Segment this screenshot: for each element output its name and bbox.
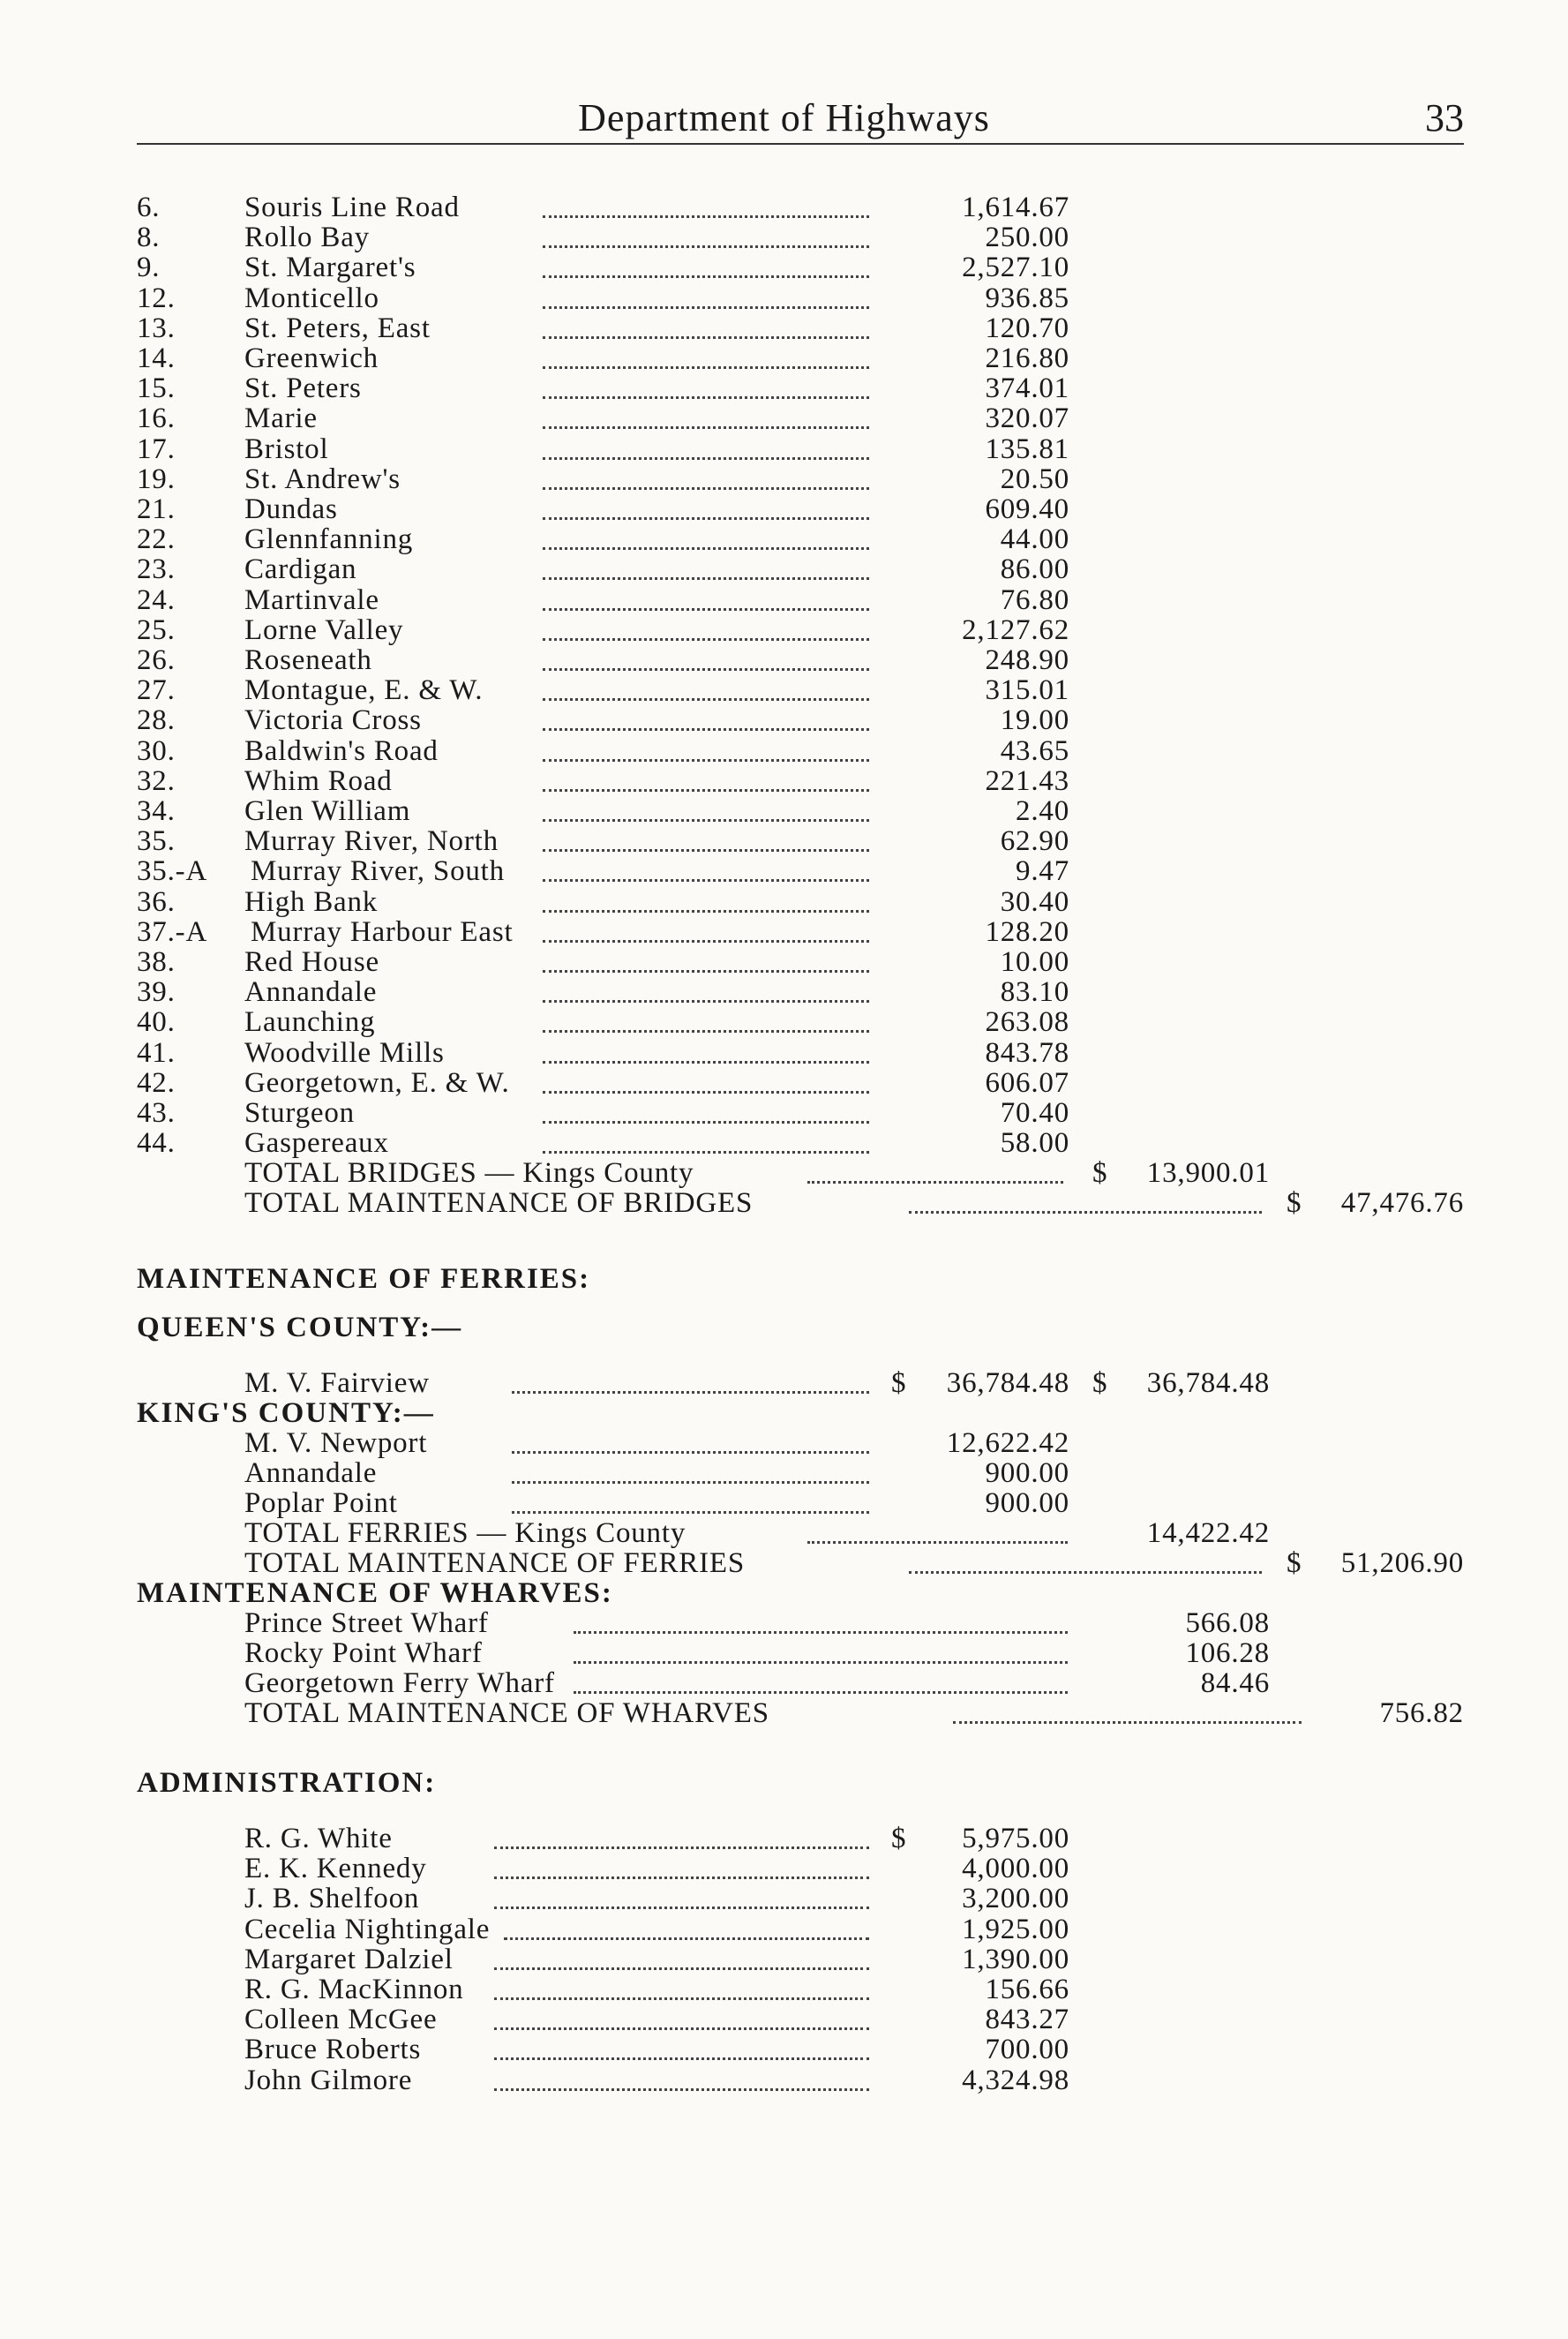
dot-leader	[512, 1391, 869, 1394]
header-divider	[137, 143, 1464, 145]
bridge-amount: 216.80	[985, 342, 1069, 374]
bridge-row	[0, 192, 1568, 222]
dot-leader	[543, 336, 869, 339]
bridge-row	[0, 826, 1568, 856]
dot-leader	[543, 245, 869, 248]
bridge-name: St. Peters	[244, 372, 362, 404]
bridge-row	[0, 766, 1568, 796]
bridge-name: Glen William	[244, 795, 411, 827]
bridge-amount: 10.00	[1000, 946, 1069, 978]
dollar-sign: $	[1287, 1547, 1302, 1579]
bridge-number: 23.	[137, 553, 176, 585]
bridge-row	[0, 434, 1568, 464]
admin-amount: 4,000.00	[962, 1853, 1069, 1885]
bridges-kings-total-row	[0, 1158, 1568, 1188]
bridge-row	[0, 554, 1568, 584]
admin-name: Colleen McGee	[244, 2004, 438, 2036]
dot-leader	[543, 668, 869, 671]
bridge-amount: 221.43	[985, 765, 1069, 797]
bridge-number: 9.	[137, 252, 161, 283]
bridge-row	[0, 252, 1568, 282]
dot-leader	[543, 819, 869, 822]
bridge-number: 40.	[137, 1006, 176, 1038]
bridge-number: 16.	[137, 402, 176, 434]
dot-leader	[543, 849, 869, 852]
bridge-number: 35.	[137, 825, 176, 857]
wharf-amount: 84.46	[1200, 1667, 1270, 1699]
bridge-amount: 843.78	[985, 1037, 1069, 1069]
bridge-name: St. Andrew's	[244, 463, 401, 495]
bridge-row	[0, 675, 1568, 705]
bridge-name: Murray River, North	[244, 825, 499, 857]
bridge-amount: 76.80	[1000, 584, 1069, 616]
wharf-row	[0, 1638, 1568, 1668]
bridge-name: Souris Line Road	[244, 192, 460, 223]
admin-row	[0, 1974, 1568, 2004]
dot-leader	[504, 1937, 869, 1940]
bridge-name: Greenwich	[244, 342, 379, 374]
bridge-row	[0, 464, 1568, 494]
bridges-maint-total-amount: 47,476.76	[1340, 1187, 1464, 1219]
bridge-name: Montague, E. & W.	[244, 674, 484, 706]
dot-leader	[494, 2027, 869, 2030]
admin-row	[0, 1884, 1568, 1914]
ferries-maint-total-amount: 51,206.90	[1340, 1547, 1464, 1579]
ferry-row	[0, 1368, 1568, 1398]
bridge-number: 21.	[137, 493, 176, 525]
bridge-amount: 120.70	[985, 312, 1069, 344]
dollar-sign: $	[891, 1367, 907, 1399]
wharf-name: Rocky Point Wharf	[244, 1637, 483, 1669]
bridge-row	[0, 1098, 1568, 1128]
bridge-amount: 248.90	[985, 644, 1069, 676]
dot-leader	[494, 1997, 869, 2000]
bridge-number: 26.	[137, 644, 176, 676]
bridge-name: Martinvale	[244, 584, 379, 616]
ferries-maint-total-row	[0, 1548, 1568, 1578]
bridge-amount: 2,527.10	[962, 252, 1069, 283]
bridge-name: Whim Road	[244, 765, 393, 797]
ferry-amount: 900.00	[985, 1487, 1069, 1519]
bridge-name: Roseneath	[244, 644, 372, 676]
admin-amount: 3,200.00	[962, 1883, 1069, 1915]
dot-leader	[543, 728, 869, 731]
ferries-heading: MAINTENANCE OF FERRIES:	[137, 1263, 591, 1295]
bridge-number: 44.	[137, 1127, 176, 1159]
dot-leader	[543, 608, 869, 611]
bridge-number: 24.	[137, 584, 176, 616]
bridge-name: Rollo Bay	[244, 222, 370, 253]
admin-name: Cecelia Nightingale	[244, 1913, 491, 1945]
bridge-row	[0, 585, 1568, 615]
dot-leader	[543, 215, 869, 218]
dot-leader	[543, 1151, 869, 1154]
dollar-sign: $	[1287, 1187, 1302, 1219]
dot-leader	[807, 1181, 1063, 1184]
bridge-number: 30.	[137, 735, 176, 767]
admin-row	[0, 1854, 1568, 1884]
wharves-maint-total-row	[0, 1698, 1568, 1728]
bridge-row	[0, 856, 1568, 886]
dot-leader	[543, 577, 869, 580]
bridge-number: 39.	[137, 976, 176, 1008]
bridge-name: Woodville Mills	[244, 1037, 445, 1069]
ferry-row	[0, 1488, 1568, 1518]
bridge-name: Red House	[244, 946, 379, 978]
admin-amount: 1,390.00	[962, 1943, 1069, 1975]
bridge-name: Sturgeon	[244, 1097, 355, 1129]
bridge-row	[0, 222, 1568, 252]
bridge-row	[0, 947, 1568, 977]
bridge-amount: 62.90	[1000, 825, 1069, 857]
page-number: 33	[1425, 96, 1464, 139]
bridge-row	[0, 977, 1568, 1007]
page-title: Department of Highways	[578, 96, 990, 139]
bridge-amount: 43.65	[1000, 735, 1069, 767]
ferry-name: Poplar Point	[244, 1487, 398, 1519]
ferry-name: Annandale	[244, 1457, 378, 1489]
ferry-row	[0, 1458, 1568, 1488]
bridge-name: High Bank	[244, 886, 379, 918]
bridge-number: 19.	[137, 463, 176, 495]
bridge-row	[0, 796, 1568, 826]
dollar-sign: $	[1092, 1367, 1108, 1399]
dollar-sign: $	[891, 1823, 907, 1854]
kings-county-heading: KING'S COUNTY:—	[137, 1397, 435, 1429]
admin-amount: 843.27	[985, 2004, 1069, 2036]
admin-row	[0, 2034, 1568, 2064]
bridge-number: 41.	[137, 1037, 176, 1069]
bridge-row	[0, 887, 1568, 917]
bridge-name: Launching	[244, 1006, 376, 1038]
bridge-number: 35.-A	[137, 855, 208, 887]
bridge-name: Monticello	[244, 282, 379, 314]
dot-leader	[543, 940, 869, 943]
admin-row	[0, 2004, 1568, 2034]
bridge-name: Victoria Cross	[244, 704, 422, 736]
bridge-row	[0, 494, 1568, 524]
dot-leader	[543, 547, 869, 550]
bridge-amount: 86.00	[1000, 553, 1069, 585]
bridge-amount: 128.20	[985, 916, 1069, 948]
ferry-amount: 36,784.48	[946, 1367, 1069, 1399]
dot-leader	[543, 789, 869, 792]
dot-leader	[543, 457, 869, 460]
bridge-row	[0, 615, 1568, 645]
dot-leader	[543, 1030, 869, 1033]
admin-name: R. G. White	[244, 1823, 393, 1854]
admin-row	[0, 1944, 1568, 1974]
bridge-row	[0, 343, 1568, 373]
dot-leader	[512, 1481, 869, 1484]
bridge-row	[0, 1038, 1568, 1068]
bridge-number: 13.	[137, 312, 176, 344]
dot-leader	[574, 1631, 1068, 1634]
dot-leader	[543, 426, 869, 429]
dot-leader	[543, 487, 869, 490]
bridge-name: Georgetown, E. & W.	[244, 1067, 510, 1099]
admin-amount: 4,324.98	[962, 2064, 1069, 2096]
ferry-row	[0, 1428, 1568, 1458]
dot-leader	[543, 1000, 869, 1003]
ferry-name: M. V. Fairview	[244, 1367, 430, 1399]
wharf-name: Prince Street Wharf	[244, 1607, 489, 1639]
admin-amount: 1,925.00	[962, 1913, 1069, 1945]
bridge-name: St. Peters, East	[244, 312, 431, 344]
wharf-amount: 106.28	[1185, 1637, 1270, 1669]
ferries-maint-total-label: TOTAL MAINTENANCE OF FERRIES	[244, 1547, 746, 1579]
bridge-amount: 30.40	[1000, 886, 1069, 918]
bridge-row	[0, 403, 1568, 433]
bridge-amount: 263.08	[985, 1006, 1069, 1038]
dot-leader	[909, 1571, 1262, 1574]
bridge-name: Gaspereaux	[244, 1127, 389, 1159]
bridge-number: 22.	[137, 523, 176, 555]
bridge-amount: 58.00	[1000, 1127, 1069, 1159]
bridge-row	[0, 524, 1568, 554]
ferries-kings-total-label: TOTAL FERRIES — Kings County	[244, 1517, 686, 1549]
bridge-number: 25.	[137, 614, 176, 646]
dot-leader	[807, 1541, 1068, 1544]
dot-leader	[543, 1091, 869, 1094]
bridge-name: Marie	[244, 402, 318, 434]
bridge-amount: 19.00	[1000, 704, 1069, 736]
bridge-number: 37.-A	[137, 916, 208, 948]
admin-name: J. B. Shelfoon	[244, 1883, 420, 1915]
bridge-amount: 320.07	[985, 402, 1069, 434]
ferry-county-total: 36,784.48	[1146, 1367, 1270, 1399]
bridge-number: 27.	[137, 674, 176, 706]
bridge-name: Cardigan	[244, 553, 357, 585]
bridge-number: 32.	[137, 765, 176, 797]
admin-row	[0, 2065, 1568, 2095]
bridge-amount: 135.81	[985, 433, 1069, 465]
dot-leader	[494, 2088, 869, 2091]
dot-leader	[543, 275, 869, 278]
dot-leader	[494, 1907, 869, 1909]
dot-leader	[543, 396, 869, 399]
admin-name: Bruce Roberts	[244, 2034, 422, 2066]
bridge-row	[0, 1128, 1568, 1158]
dot-leader	[543, 910, 869, 913]
dot-leader	[512, 1511, 869, 1514]
bridge-amount: 936.85	[985, 282, 1069, 314]
bridges-maint-total-row	[0, 1188, 1568, 1218]
dot-leader	[543, 970, 869, 973]
admin-amount: 156.66	[985, 1974, 1069, 2005]
bridge-amount: 2.40	[1016, 795, 1069, 827]
wharves-heading: MAINTENANCE OF WHARVES:	[137, 1577, 613, 1609]
dot-leader	[543, 517, 869, 520]
wharf-row	[0, 1608, 1568, 1638]
admin-name: Margaret Dalziel	[244, 1943, 454, 1975]
dot-leader	[494, 1876, 869, 1879]
wharf-name: Georgetown Ferry Wharf	[244, 1667, 555, 1699]
dot-leader	[543, 1121, 869, 1124]
bridge-number: 14.	[137, 342, 176, 374]
bridge-amount: 250.00	[985, 222, 1069, 253]
bridge-amount: 374.01	[985, 372, 1069, 404]
ferry-amount: 900.00	[985, 1457, 1069, 1489]
bridge-number: 34.	[137, 795, 176, 827]
dot-leader	[543, 638, 869, 641]
ferry-amount: 12,622.42	[946, 1427, 1069, 1459]
bridges-maint-total-label: TOTAL MAINTENANCE OF BRIDGES	[244, 1187, 754, 1219]
bridge-number: 36.	[137, 886, 176, 918]
dot-leader	[543, 1061, 869, 1064]
wharves-maint-total-label: TOTAL MAINTENANCE OF WHARVES	[244, 1697, 769, 1729]
bridge-amount: 315.01	[985, 674, 1069, 706]
dot-leader	[574, 1691, 1068, 1694]
bridges-kings-total-amount: 13,900.01	[1146, 1157, 1270, 1189]
admin-amount: 5,975.00	[962, 1823, 1069, 1854]
bridge-number: 38.	[137, 946, 176, 978]
dot-leader	[494, 1846, 869, 1849]
bridge-amount: 606.07	[985, 1067, 1069, 1099]
bridge-row	[0, 645, 1568, 675]
ferries-kings-total-row	[0, 1518, 1568, 1548]
admin-name: R. G. MacKinnon	[244, 1974, 464, 2005]
bridge-row	[0, 313, 1568, 343]
bridge-name: Lorne Valley	[244, 614, 404, 646]
bridge-row	[0, 736, 1568, 766]
admin-row	[0, 1914, 1568, 1944]
dot-leader	[574, 1661, 1068, 1664]
bridge-row	[0, 917, 1568, 947]
queens-county-heading: QUEEN'S COUNTY:—	[137, 1312, 463, 1343]
bridge-row	[0, 1068, 1568, 1098]
admin-row	[0, 1824, 1568, 1854]
administration-heading: ADMINISTRATION:	[137, 1767, 437, 1799]
bridge-number: 12.	[137, 282, 176, 314]
admin-amount: 700.00	[985, 2034, 1069, 2066]
admin-name: John Gilmore	[244, 2064, 413, 2096]
bridge-number: 28.	[137, 704, 176, 736]
bridge-amount: 1,614.67	[962, 192, 1069, 223]
admin-name: E. K. Kennedy	[244, 1853, 427, 1885]
bridge-name: Murray Harbour East	[251, 916, 514, 948]
bridge-name: St. Margaret's	[244, 252, 416, 283]
bridge-number: 8.	[137, 222, 161, 253]
bridge-number: 6.	[137, 192, 161, 223]
bridge-number: 42.	[137, 1067, 176, 1099]
bridge-name: Annandale	[244, 976, 378, 1008]
dot-leader	[543, 879, 869, 882]
bridge-name: Baldwin's Road	[244, 735, 439, 767]
bridge-number: 43.	[137, 1097, 176, 1129]
bridge-row	[0, 373, 1568, 403]
ferry-name: M. V. Newport	[244, 1427, 428, 1459]
bridge-name: Glennfanning	[244, 523, 414, 555]
wharves-maint-total-amount: 756.82	[1379, 1697, 1464, 1729]
bridge-name: Dundas	[244, 493, 338, 525]
bridge-row	[0, 1007, 1568, 1037]
bridge-name: Bristol	[244, 433, 329, 465]
dot-leader	[494, 2057, 869, 2060]
dot-leader	[953, 1721, 1302, 1724]
dot-leader	[543, 698, 869, 701]
bridge-amount: 2,127.62	[962, 614, 1069, 646]
bridge-amount: 609.40	[985, 493, 1069, 525]
ferries-kings-total-amount: 14,422.42	[1146, 1517, 1270, 1549]
dot-leader	[543, 366, 869, 369]
dot-leader	[494, 1967, 869, 1970]
bridge-amount: 44.00	[1000, 523, 1069, 555]
bridge-amount: 20.50	[1000, 463, 1069, 495]
bridge-row	[0, 705, 1568, 735]
dollar-sign: $	[1092, 1157, 1108, 1189]
bridge-number: 15.	[137, 372, 176, 404]
wharf-row	[0, 1668, 1568, 1698]
bridge-name: Murray River, South	[251, 855, 505, 887]
bridge-amount: 70.40	[1000, 1097, 1069, 1129]
bridge-number: 17.	[137, 433, 176, 465]
dot-leader	[543, 306, 869, 309]
dot-leader	[512, 1451, 869, 1454]
bridge-row	[0, 283, 1568, 313]
dot-leader	[543, 759, 869, 762]
dot-leader	[909, 1211, 1262, 1214]
bridge-amount: 83.10	[1000, 976, 1069, 1008]
bridges-kings-total-label: TOTAL BRIDGES — Kings County	[244, 1157, 694, 1189]
bridge-amount: 9.47	[1016, 855, 1069, 887]
wharf-amount: 566.08	[1185, 1607, 1270, 1639]
